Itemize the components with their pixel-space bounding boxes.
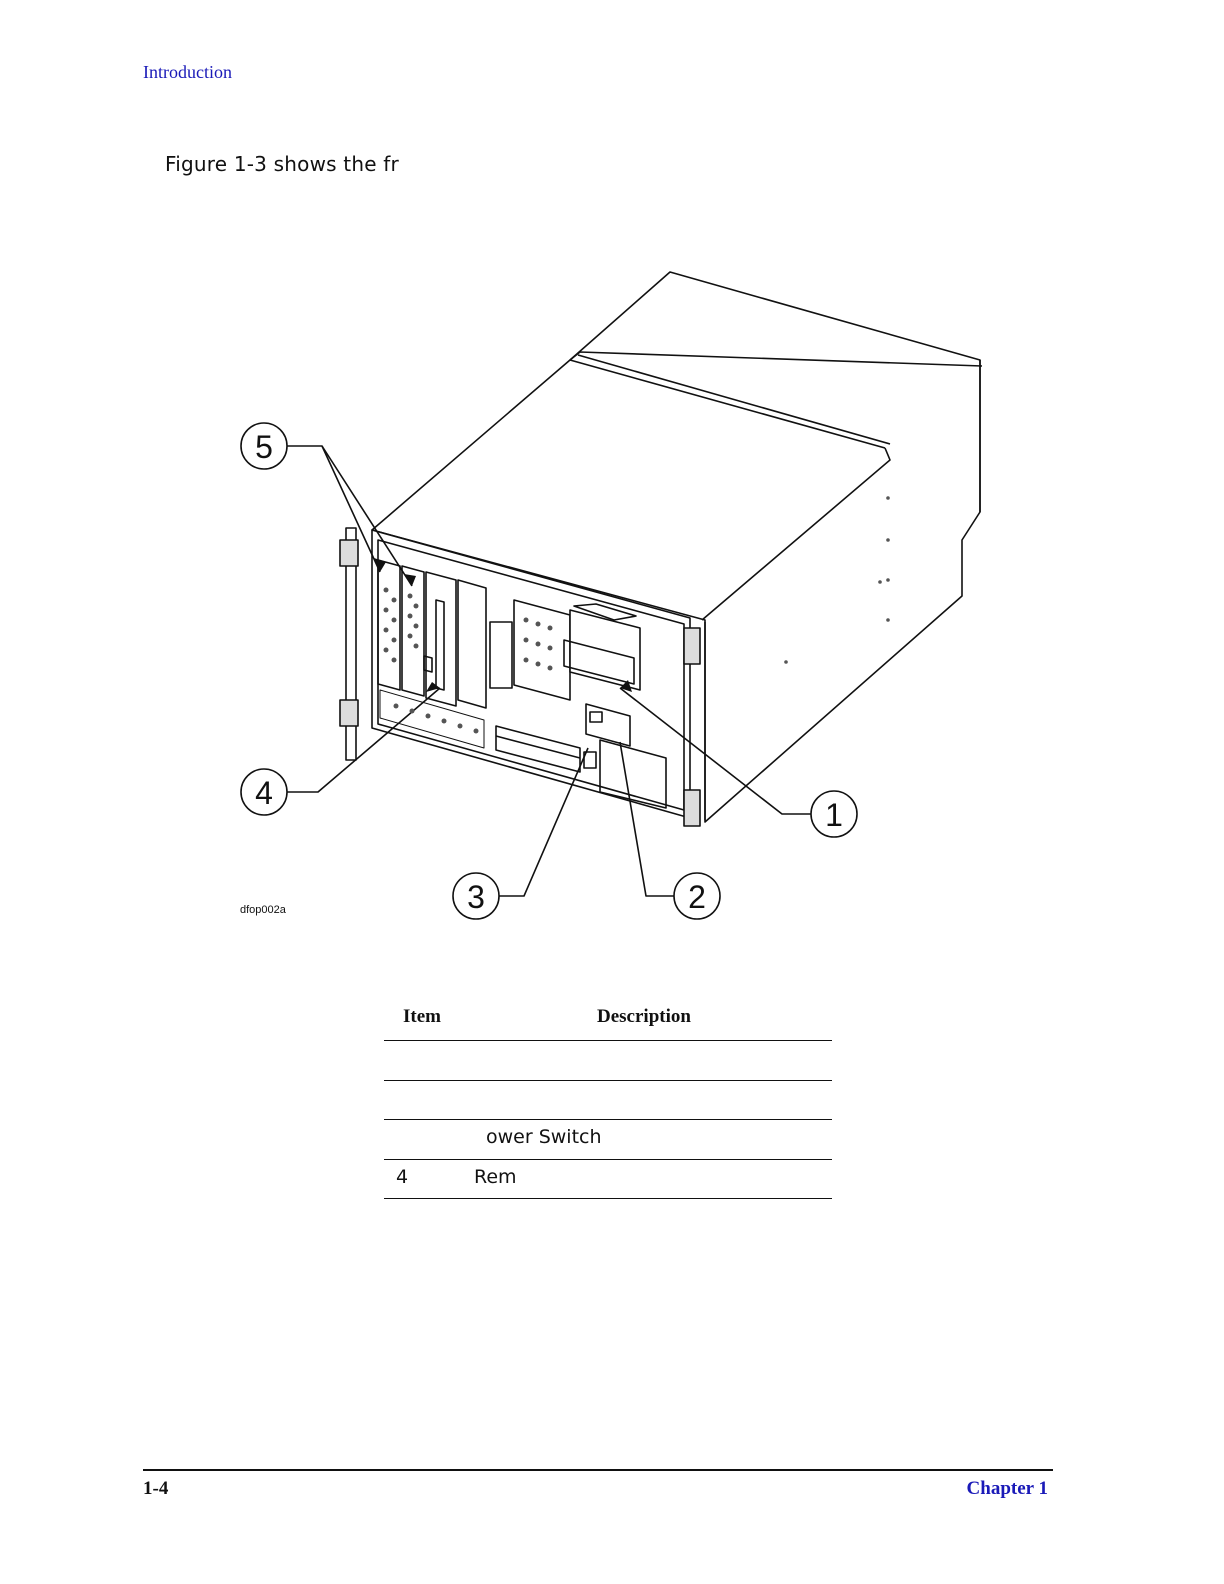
table-rule <box>384 1198 832 1199</box>
table-rule <box>384 1159 832 1160</box>
figure-id-label: dfop002a <box>240 904 286 916</box>
table-rule <box>384 1119 832 1120</box>
chapter-label: Chapter 1 <box>966 1478 1048 1499</box>
row-item: 4 <box>396 1166 409 1188</box>
callout-4: 4 <box>255 775 273 811</box>
intro-paragraph: Figure 1-3 shows the fr <box>165 152 399 176</box>
callout-5: 5 <box>255 429 273 465</box>
column-header-item: Item <box>403 1006 441 1027</box>
column-header-description: Description <box>597 1006 691 1027</box>
table-rule <box>384 1040 832 1041</box>
callout-2: 2 <box>688 879 706 915</box>
footer-rule <box>143 1469 1053 1471</box>
callout-1: 1 <box>825 797 843 833</box>
callout-3: 3 <box>467 879 485 915</box>
row-description: Rem <box>474 1166 517 1188</box>
section-header: Introduction <box>143 62 232 82</box>
table-rule <box>384 1080 832 1081</box>
row-description: ower Switch <box>486 1126 602 1148</box>
page-number: 1-4 <box>143 1478 169 1499</box>
